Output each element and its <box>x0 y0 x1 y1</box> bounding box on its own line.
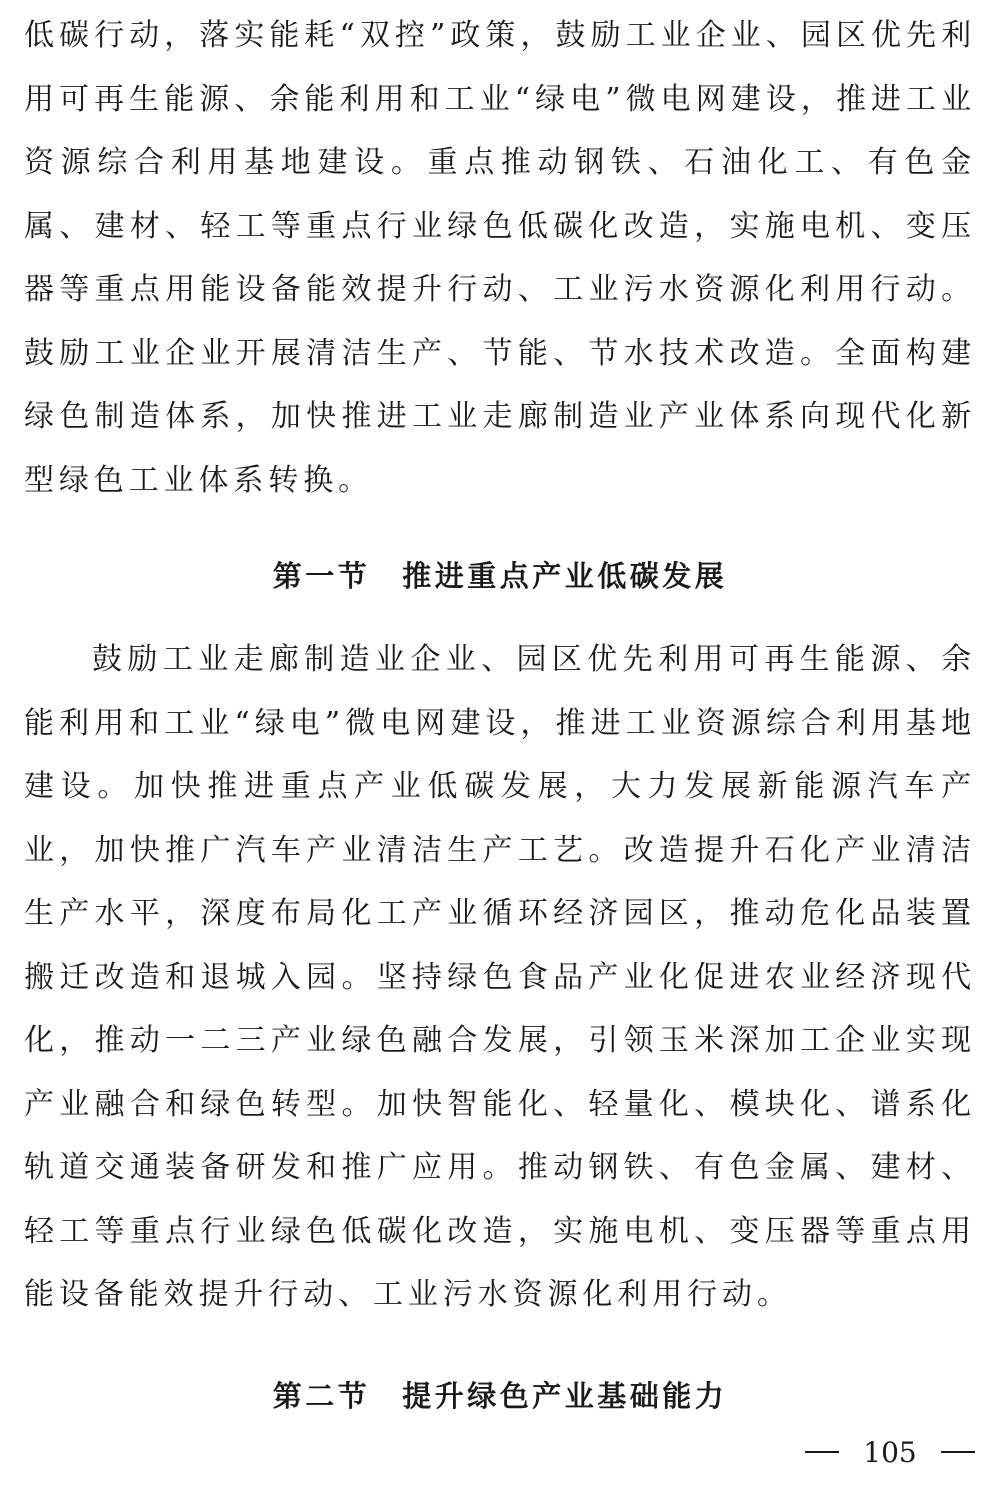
section-number: 第二节 <box>272 1379 371 1413</box>
page-number-text: 105 <box>863 1435 917 1469</box>
body-paragraph: 鼓励工业走廊制造业企业、园区优先利用可再生能源、余能利用和工业“绿电”微电网建设，推进工业资源综合利用基地建设。加快推进重点产业低碳发展，大力发展新能源汽车产业，加快推广汽车产业清洁生产工艺。改造提升石化产业清洁生产水平，深度布局化工产业循环经济园区，推动危化品装置搬迁改造和退城入园。坚持绿色食品产业化促进农业经济现代化，推动一二三产业绿色融合发展，引领玉米深加工企业实现产业融合和绿色转型。加快智能化、轻量化、模块化、谱系化轨道交通装备研发和推广应用。推动钢铁、有色金属、建材、轻工等重点行业绿色低碳化改造，实施电机、变压器等重点用能设备能效提升行动、工业污水资源化利用行动。 <box>24 642 976 1312</box>
page-number-dash-right <box>941 1451 975 1453</box>
section-heading <box>0 1376 1000 1416</box>
section-title: 提升绿色产业基础能力 <box>402 1379 728 1413</box>
section-number: 第一节 <box>272 559 371 593</box>
body-paragraph: 低碳行动，落实能耗“双控”政策，鼓励工业企业、园区优先利用可再生能源、余能利用和工业“绿电”微电网建设，推进工业资源综合利用基地建设。重点推动钢铁、石油化工、有色金属、建材、轻工等重点行业绿色低碳化改造，实施电机、变压器等重点用能设备能效提升行动、工业污水资源化利用行动。鼓励工业企业开展清洁生产、节能、节水技术改造。全面构建绿色制造体系，加快推进工业走廊制造业产业体系向现代化新型绿色工业体系转换。 <box>24 18 976 498</box>
section-title: 推进重点产业低碳发展 <box>402 559 728 593</box>
page-number <box>805 1432 975 1472</box>
page-number-dash-left <box>805 1451 839 1453</box>
section-heading <box>0 556 1000 596</box>
